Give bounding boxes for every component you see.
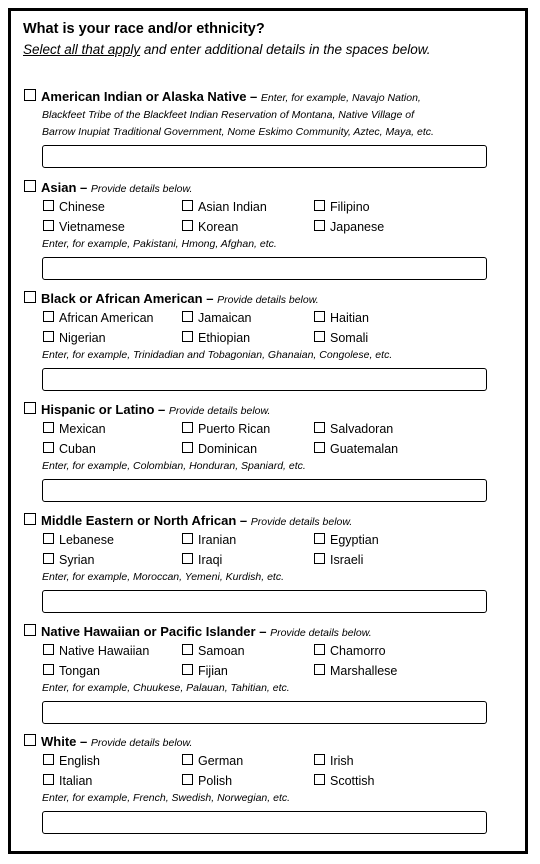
option-ethiopian[interactable] [182, 329, 314, 349]
option-checkbox[interactable] [314, 774, 325, 785]
option-label: Jamaican [198, 311, 252, 325]
option-chamorro[interactable] [314, 642, 474, 662]
section-black [24, 290, 494, 391]
option-label: Asian Indian [198, 200, 267, 214]
option-checkbox[interactable] [43, 422, 54, 433]
option-checkbox[interactable] [314, 442, 325, 453]
option-label: Ethiopian [198, 330, 251, 345]
category-dash: – [76, 734, 91, 749]
option-checkbox[interactable] [314, 644, 325, 655]
options-grid [24, 309, 494, 348]
option-filipino[interactable] [314, 198, 474, 218]
option-iranian[interactable] [182, 531, 314, 551]
instruction-rest: and enter additional details in the spaces below. [140, 42, 431, 57]
example-text: Enter, for example, Trinidadian and Tobagonian, Ghanaian, Congolese, etc. [42, 349, 393, 361]
category-hint: Provide details below. [217, 294, 319, 306]
option-polish[interactable] [182, 772, 314, 792]
option-german[interactable] [182, 752, 314, 772]
option-somali[interactable] [314, 329, 474, 349]
option-checkbox[interactable] [43, 644, 54, 655]
details-input[interactable] [42, 811, 487, 834]
option-label: Puerto Rican [198, 422, 271, 436]
option-label: Lebanese [59, 533, 114, 547]
option-label: Marshallese [330, 663, 398, 678]
option-label: Japanese [330, 219, 385, 234]
options-grid [24, 642, 494, 681]
category-description-line: Blackfeet Tribe of the Blackfeet Indian Reservation of Montana, Native Village of [42, 109, 414, 121]
category-checkbox[interactable] [24, 291, 36, 303]
instruction-underlined: Select all that apply [23, 42, 141, 57]
option-mexican[interactable] [43, 420, 182, 440]
category-hint: Provide details below. [90, 737, 193, 749]
example-text: Enter, for example, Colombian, Honduran, Spaniard, etc. [42, 460, 306, 472]
option-fijian[interactable] [182, 662, 314, 682]
category-row [24, 512, 494, 531]
option-checkbox[interactable] [182, 220, 193, 231]
category-dash: – [236, 513, 251, 528]
category-row [24, 290, 494, 309]
category-checkbox[interactable] [24, 89, 36, 101]
option-haitian[interactable] [314, 309, 474, 329]
option-label: Native Hawaiian [59, 644, 150, 658]
option-label: Guatemalan [330, 441, 399, 456]
option-label: Scottish [330, 773, 375, 788]
option-puerto-rican[interactable] [182, 420, 314, 440]
option-checkbox[interactable] [182, 774, 193, 785]
option-checkbox[interactable] [314, 533, 325, 544]
option-label: Samoan [198, 644, 245, 658]
category-dash: – [76, 180, 91, 195]
option-checkbox[interactable] [314, 311, 325, 322]
section-american-indian [24, 88, 494, 168]
category-checkbox[interactable] [24, 624, 36, 636]
option-label: African American [59, 311, 154, 325]
option-checkbox[interactable] [43, 220, 54, 231]
option-checkbox[interactable] [314, 220, 325, 231]
option-label: German [198, 754, 244, 768]
option-cuban[interactable] [43, 440, 182, 460]
category-row [24, 401, 494, 420]
option-checkbox[interactable] [43, 442, 54, 453]
option-label: Tongan [59, 663, 101, 678]
race-ethnicity-form [8, 8, 528, 854]
details-input[interactable] [42, 257, 487, 280]
category-checkbox[interactable] [24, 513, 36, 525]
option-dominican[interactable] [182, 440, 314, 460]
category-hint: Provide details below. [168, 405, 271, 417]
option-label: Mexican [59, 422, 106, 436]
category-name: Hispanic or Latino [41, 402, 155, 417]
option-checkbox[interactable] [43, 311, 54, 322]
option-checkbox[interactable] [182, 553, 193, 564]
option-iraqi[interactable] [182, 551, 314, 571]
option-label: Irish [330, 754, 354, 768]
option-checkbox[interactable] [314, 754, 325, 765]
question-instruction [23, 42, 431, 57]
option-checkbox[interactable] [43, 754, 54, 765]
example-text: Enter, for example, Chuukese, Palauan, Tahitian, etc. [42, 682, 290, 694]
category-hint: Provide details below. [90, 183, 193, 195]
option-checkbox[interactable] [43, 533, 54, 544]
options-grid [24, 531, 494, 570]
option-lebanese[interactable] [43, 531, 182, 551]
option-label: Fijian [198, 663, 228, 678]
option-label: Syrian [59, 552, 95, 567]
section-hispanic [24, 401, 494, 502]
category-row [24, 179, 494, 198]
option-egyptian[interactable] [314, 531, 474, 551]
example-text: Enter, for example, Moroccan, Yemeni, Kurdish, etc. [42, 571, 285, 583]
option-checkbox[interactable] [43, 774, 54, 785]
option-label: Nigerian [59, 330, 106, 345]
option-label: Salvadoran [330, 422, 394, 436]
option-samoan[interactable] [182, 642, 314, 662]
category-checkbox[interactable] [24, 402, 36, 414]
option-korean[interactable] [182, 218, 314, 238]
option-checkbox[interactable] [182, 664, 193, 675]
option-tongan[interactable] [43, 662, 182, 682]
option-label: Iranian [198, 533, 237, 547]
option-checkbox[interactable] [314, 664, 325, 675]
category-dash: – [202, 291, 218, 306]
option-label: Chamorro [330, 644, 386, 658]
option-checkbox[interactable] [314, 553, 325, 564]
option-checkbox[interactable] [43, 553, 54, 564]
category-name: White [41, 734, 77, 749]
option-checkbox[interactable] [314, 200, 325, 211]
option-chinese[interactable] [43, 198, 182, 218]
option-checkbox[interactable] [43, 664, 54, 675]
category-checkbox[interactable] [24, 734, 36, 746]
option-checkbox[interactable] [182, 754, 193, 765]
option-label: Iraqi [198, 552, 223, 567]
option-guatemalan[interactable] [314, 440, 474, 460]
details-input[interactable] [42, 479, 487, 502]
option-label: English [59, 754, 100, 768]
option-english[interactable] [43, 752, 182, 772]
category-name: Native Hawaiian or Pacific Islander [41, 624, 256, 639]
option-checkbox[interactable] [182, 442, 193, 453]
category-row [24, 88, 494, 107]
option-checkbox[interactable] [182, 533, 193, 544]
option-checkbox[interactable] [43, 331, 54, 342]
section-white [24, 733, 494, 834]
option-checkbox[interactable] [43, 200, 54, 211]
option-label: Korean [198, 219, 239, 234]
category-dash: – [154, 402, 169, 417]
option-african-american[interactable] [43, 309, 182, 329]
options-grid [24, 752, 494, 791]
option-label: Dominican [198, 441, 258, 456]
category-hint: Enter, for example, Navajo Nation, [260, 92, 421, 104]
category-checkbox[interactable] [24, 180, 36, 192]
option-label: Italian [59, 773, 93, 788]
option-native-hawaiian[interactable] [43, 642, 182, 662]
option-salvadoran[interactable] [314, 420, 474, 440]
option-irish[interactable] [314, 752, 474, 772]
option-jamaican[interactable] [182, 309, 314, 329]
option-checkbox[interactable] [182, 422, 193, 433]
category-name: American Indian or Alaska Native [41, 89, 247, 104]
option-label: Vietnamese [59, 219, 125, 234]
option-asian-indian[interactable] [182, 198, 314, 218]
category-dash: – [255, 624, 271, 639]
category-hint: Provide details below. [250, 516, 353, 528]
option-japanese[interactable] [314, 218, 474, 238]
option-checkbox[interactable] [314, 422, 325, 433]
option-checkbox[interactable] [182, 200, 193, 211]
options-grid [24, 198, 494, 237]
section-asian [24, 179, 494, 280]
category-dash: – [246, 89, 261, 104]
option-checkbox[interactable] [314, 331, 325, 342]
category-name: Asian [41, 180, 77, 195]
category-hint: Provide details below. [270, 627, 372, 639]
option-label: Somali [330, 330, 369, 345]
category-row [24, 733, 494, 752]
category-row [24, 623, 494, 642]
option-scottish[interactable] [314, 772, 474, 792]
details-input[interactable] [42, 145, 487, 168]
option-checkbox[interactable] [182, 644, 193, 655]
example-text: Enter, for example, French, Swedish, Norwegian, etc. [42, 792, 291, 804]
option-checkbox[interactable] [182, 331, 193, 342]
section-mena [24, 512, 494, 613]
option-label: Israeli [330, 552, 364, 567]
option-nigerian[interactable] [43, 329, 182, 349]
category-name: Middle Eastern or North African [41, 513, 237, 528]
details-input[interactable] [42, 701, 487, 724]
option-label: Egyptian [330, 533, 379, 547]
option-checkbox[interactable] [182, 311, 193, 322]
option-syrian[interactable] [43, 551, 182, 571]
question-title: What is your race and/or ethnicity? [23, 21, 265, 37]
option-marshallese[interactable] [314, 662, 474, 682]
details-input[interactable] [42, 368, 487, 391]
options-grid [24, 420, 494, 459]
category-name: Black or African American [41, 291, 203, 306]
category-description-line: Barrow Inupiat Traditional Government, Nome Eskimo Community, Aztec, Maya, etc. [42, 126, 434, 138]
example-text: Enter, for example, Pakistani, Hmong, Afghan, etc. [42, 238, 277, 250]
details-input[interactable] [42, 590, 487, 613]
option-label: Cuban [59, 441, 96, 456]
section-pacific-islander [24, 623, 494, 724]
option-vietnamese[interactable] [43, 218, 182, 238]
option-label: Filipino [330, 200, 370, 214]
option-israeli[interactable] [314, 551, 474, 571]
option-label: Haitian [330, 311, 369, 325]
option-label: Polish [198, 773, 233, 788]
option-italian[interactable] [43, 772, 182, 792]
option-label: Chinese [59, 200, 105, 214]
